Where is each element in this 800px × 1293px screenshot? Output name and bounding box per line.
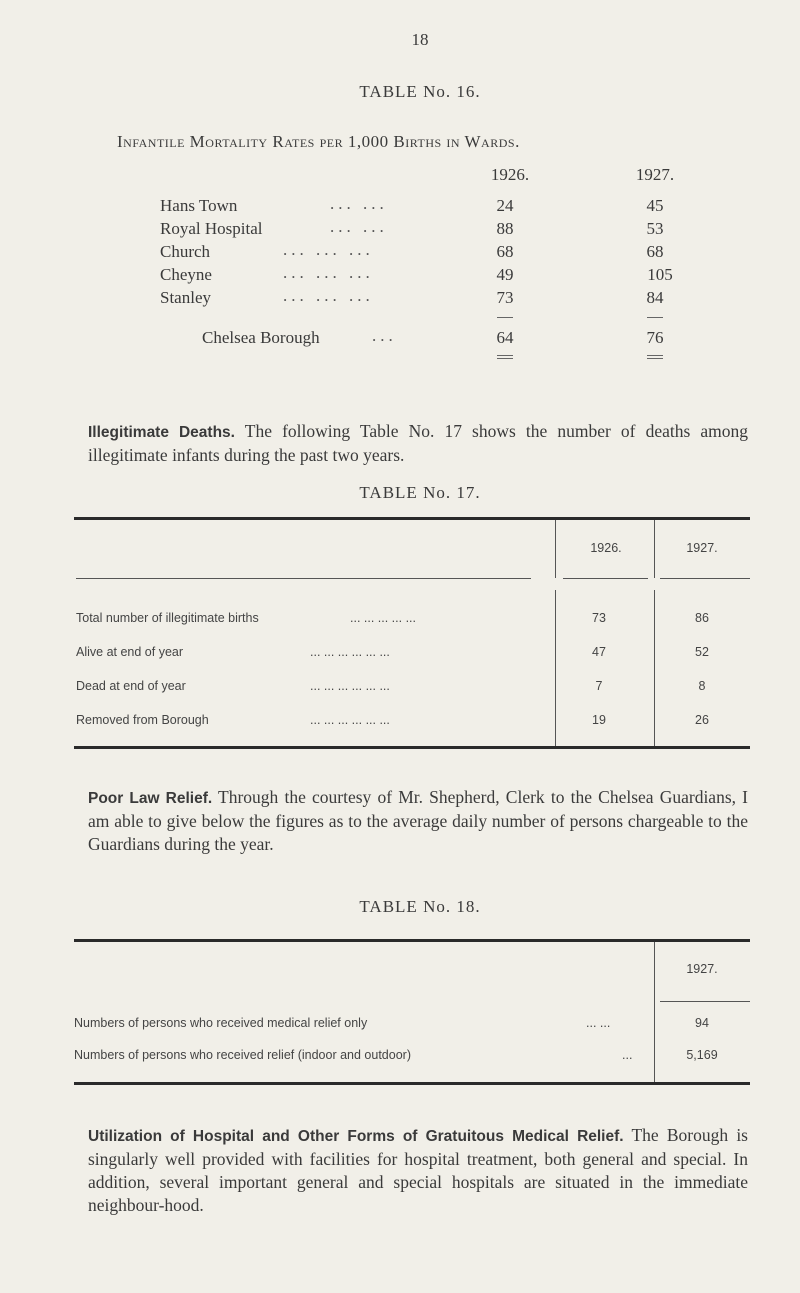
- table17-year-1926: 1926.: [590, 541, 622, 555]
- value-1927: 105: [647, 265, 673, 284]
- value-1927: 45: [646, 196, 664, 215]
- total-label: Chelsea Borough: [202, 328, 320, 347]
- poor-law-text: Through the courtesy of Mr. Shepherd, Clerk to the Chelsea Guardians, I am able to give below the figures as to the average daily number of persons chargeable to the Guardians during the year.: [88, 787, 749, 854]
- leader-dots: ... ... ... ... ... ...: [310, 645, 390, 659]
- value-1927: 5,169: [686, 1048, 718, 1062]
- value-1927: 52: [695, 645, 709, 659]
- value-1927: 8: [698, 679, 706, 693]
- row-label: Dead at end of year: [76, 679, 186, 693]
- table18-title: TABLE No. 18.: [359, 897, 481, 916]
- table16-title: TABLE No. 16.: [359, 82, 481, 101]
- value-1927: 53: [646, 219, 664, 238]
- value-1927: 94: [695, 1016, 709, 1030]
- utilization-text: The Borough is singularly well provided with facilities for hospital treatment, both general and special. In addition, several important general and special hospitals are situated in the immediate neighbour-hood.: [88, 1125, 748, 1215]
- table17-title: TABLE No. 17.: [359, 483, 481, 502]
- ward-name: Church: [160, 242, 211, 261]
- value-1926: 24: [496, 196, 514, 215]
- table-bottom-rule: [74, 1082, 750, 1085]
- leader-dots: ... ...: [330, 194, 388, 213]
- table17-year-1927: 1927.: [686, 541, 718, 555]
- row-label: Alive at end of year: [76, 645, 184, 659]
- leader-dots: ... ... ...: [283, 240, 374, 259]
- ward-name: Royal Hospital: [160, 219, 263, 238]
- poor-law-heading: Poor Law Relief.: [88, 790, 213, 807]
- total-1926: 64: [496, 328, 514, 347]
- leader-dots: ...: [622, 1048, 633, 1062]
- leader-dots: ...: [372, 326, 397, 345]
- utilization-heading: Utilization of Hospital and Other Forms of Gratuitous Medical Relief.: [88, 1128, 624, 1145]
- ward-name: Hans Town: [160, 196, 238, 215]
- value-1926: 47: [592, 645, 606, 659]
- leader-dots: ... ... ...: [283, 263, 374, 282]
- ward-name: Stanley: [160, 288, 211, 307]
- value-1927: 86: [695, 611, 709, 625]
- value-1926: 7: [595, 679, 603, 693]
- value-1926: 88: [496, 219, 514, 238]
- leader-dots: ... ... ... ... ...: [350, 611, 416, 625]
- leader-dots: ... ...: [586, 1016, 611, 1030]
- value-1926: 19: [592, 713, 606, 727]
- table16-subtitle: Infantile Mortality Rates per 1,000 Births in Wards.: [117, 132, 520, 151]
- table16-year-1926: 1926.: [490, 165, 530, 184]
- illegitimate-text: The following Table No. 17 shows the number of deaths among illegitimate infants during the past two years.: [88, 421, 748, 465]
- leader-dots: ... ... ...: [283, 286, 374, 305]
- row-label: Removed from Borough: [76, 713, 209, 727]
- value-1926: 49: [496, 265, 514, 284]
- value-1926: 68: [496, 242, 514, 261]
- value-1927: 84: [646, 288, 664, 307]
- header-rule: [660, 1001, 750, 1002]
- value-1927: 26: [695, 713, 709, 727]
- table-top-rule: [74, 939, 750, 942]
- page-number: 18: [411, 30, 429, 49]
- row-label: Numbers of persons who received relief (indoor and outdoor): [74, 1048, 411, 1062]
- table18-year-1927: 1927.: [686, 962, 718, 976]
- ward-name: Cheyne: [160, 265, 212, 284]
- row-label: Total number of illegitimate births: [76, 611, 259, 625]
- leader-dots: ... ... ... ... ... ...: [310, 679, 390, 693]
- value-1926: 73: [592, 611, 606, 625]
- value-1927: 68: [646, 242, 664, 261]
- column-divider: [654, 942, 655, 1084]
- total-1927: 76: [646, 328, 664, 347]
- leader-dots: ... ... ... ... ... ...: [310, 713, 390, 727]
- value-1926: 73: [496, 288, 514, 307]
- leader-dots: ... ...: [330, 217, 388, 236]
- utilization-paragraph: [88, 1124, 748, 1217]
- table16-year-1927: 1927.: [635, 165, 675, 184]
- illegitimate-heading: Illegitimate Deaths.: [88, 424, 235, 441]
- row-label: Numbers of persons who received medical relief only: [74, 1016, 368, 1030]
